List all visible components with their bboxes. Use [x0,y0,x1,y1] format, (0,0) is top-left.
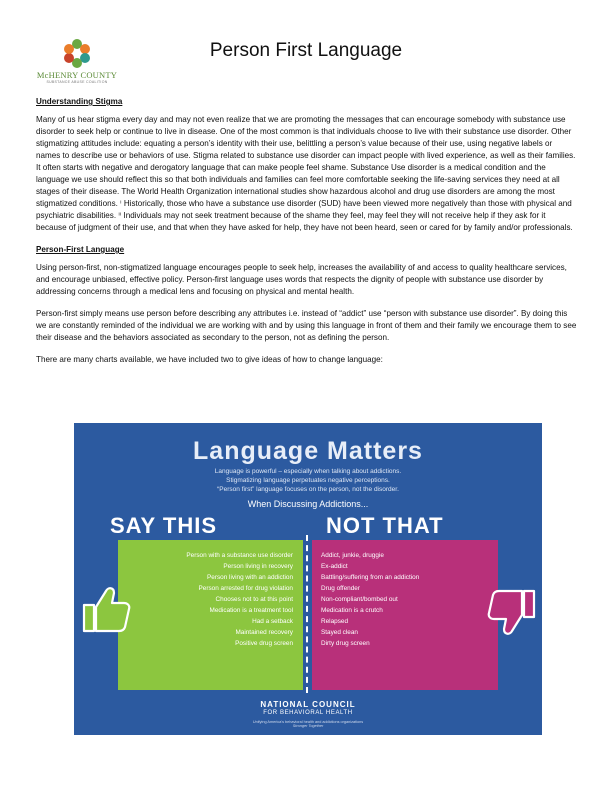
poster-intro-line: Language is powerful – especially when talking about addictions. [214,468,402,475]
person-first-paragraph-2: Person-first simply means use person before describing any attributes i.e. instead of “addict” use “person with substance use disorder”. By doing this we are constantly reminded of the individual we are working with and by using this language in front of them and their family we encourage them to see their disease and the behaviors associated as secondary to the person, not as defining the person. [36,309,577,342]
national-council-line2: FOR BEHAVIORAL HEALTH [263,710,353,716]
not-that-item: Battling/suffering from an addiction [321,574,420,581]
say-this-item: Maintained recovery [235,629,293,636]
person-first-paragraph-1: Using person-first, non-stigmatized language encourages people to seek help, increases the availability of and access to quality healthcare services, and encourage unbiased, effective policy. Person-first language uses words that respects the dignity of people with substance use disorder by addressing concerns through a medical lens and focusing on physical and mental health. [36,263,567,296]
slogan: Stronger Together [292,724,324,728]
poster-intro [114,467,502,494]
logo-subtitle: SUBSTANCE ABUSE COALITION [46,80,108,84]
not-that-item: Addict, junkie, druggie [321,552,384,559]
say-this-item: Person arrested for drug violation [198,585,293,592]
say-this-item: Person living with an addiction [207,574,293,581]
say-this-item: Person with a substance use disorder [186,552,293,559]
not-that-item: Stayed clean [321,629,358,636]
poster-title: Language Matters [193,437,423,465]
not-that-item: Non-compliant/bombed out [321,596,398,603]
not-that-panel [312,540,498,690]
thumbs-up-icon [78,579,132,635]
say-this-list [186,550,293,649]
say-this-item: Positive drug screen [235,640,293,647]
poster-intro-line: “Person first” language focuses on the person, not the disorder. [217,486,399,493]
not-that-item: Medication is a crutch [321,607,383,614]
say-this-item: Medication is a treatment tool [209,607,293,614]
not-that-item: Relapsed [321,618,349,625]
stigma-paragraph: Many of us hear stigma every day and may not even realize that we are promoting the messages that can encourage somebody with substance use disorder to seek help or continue to live in disease. One of the most common is that individuals choose to live with their substance use disorder. Other stigmatizing attitudes include: equating a person’s identity with their use, belittling a person’s value because of their use, using negative labels or names to describe use or behaviors of use. Stigma related to substance use disorder can impact people with lived experience, as well as their families. It often starts with negative and derogatory language that can make people feel shame. Substance Use disorder is a medical condition and the language we use should reflect this so that both individuals and families can feel more comfortable seeking the life-saving services they need at all stages of their disease. The World Health Organization international studies show hazardous alcohol and drug use disorders are among the most stigmatized conditions. ⁱ Historically, those who have a substance use disorder (SUD) have been viewed more negatively than those with physical and psychiatric disabilities. ⁱⁱ Individuals may not seek treatment because of the shame they feel, may feel they will not receive help if they ask for it because of judgment of their use, and that when they have asked for help, they have not been heard, seen or cared for by family and/or professionals. [36,115,576,232]
not-that-list [321,550,419,649]
say-this-item: Chooses not to at this point [215,596,293,603]
language-matters-poster [74,423,542,735]
thumbs-down-icon [486,587,540,643]
tagline: Unifying America's behavioral health and addictions organizations [252,720,364,724]
say-this-item: Person living in recovery [223,563,293,570]
logo-name: McHENRY COUNTY [36,70,118,80]
not-that-item: Drug offender [321,585,360,592]
section-heading-understanding-stigma: Understanding Stigma [36,97,123,106]
national-council-logo [74,701,542,717]
say-this-panel [118,540,303,690]
not-that-item: Dirty drug screen [321,640,370,647]
say-this-heading: SAY THIS [110,513,218,538]
say-this-item: Had a setback [252,618,293,625]
page-title: Person First Language [209,40,403,61]
charts-intro-paragraph: There are many charts available, we have included two to give ideas of how to change language: [36,355,383,364]
national-council-line1: NATIONAL COUNCIL [260,700,356,709]
poster-divider [306,535,310,693]
poster-intro-line: Stigmatizing language perpetuates negative perceptions. [226,477,390,484]
not-that-item: Ex-addict [321,563,348,570]
national-council-tagline [74,720,542,728]
section-heading-person-first: Person-First Language [36,245,125,254]
poster-when-discussing: When Discussing Addictions... [247,499,369,509]
document-body [36,96,577,376]
not-that-heading: NOT THAT [326,513,444,538]
